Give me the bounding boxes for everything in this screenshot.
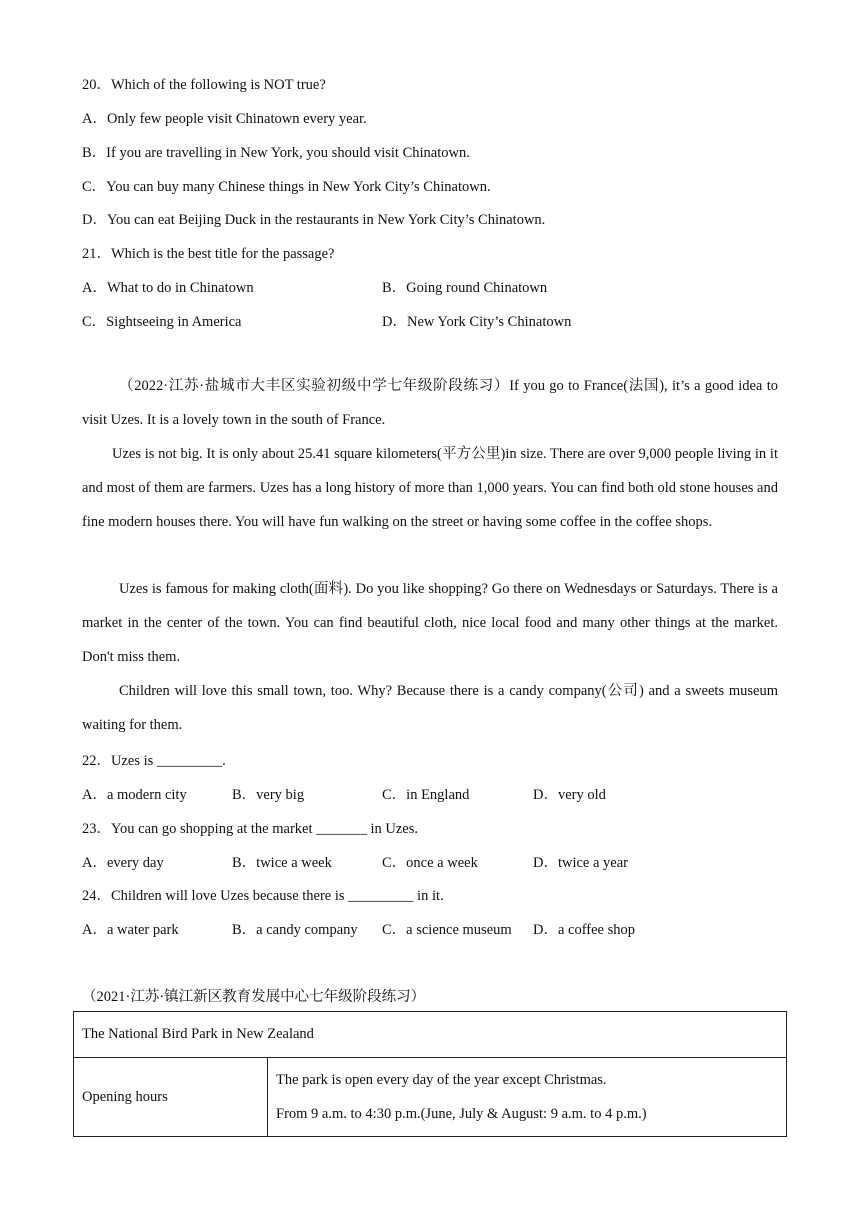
bird-park-table — [73, 1011, 787, 1137]
question-22-option-b: B．very big — [232, 787, 305, 803]
question-21-option-d: D．New York City’s Chinatown — [382, 314, 572, 330]
question-23-option-c: C．once a week — [382, 855, 478, 871]
question-24-option-b: B．a candy company — [232, 922, 358, 938]
question-21-stem: 21．Which is the best title for the passage? — [82, 246, 335, 262]
opening-hours-label: Opening hours — [74, 1058, 268, 1137]
question-21-option-b: B．Going round Chinatown — [382, 280, 548, 296]
question-20-option-a: A．Only few people visit Chinatown every year. — [82, 111, 367, 127]
opening-hours-value — [268, 1058, 787, 1137]
question-22-option-c: C．in England — [382, 787, 470, 803]
question-23-option-b: B．twice a week — [232, 855, 332, 871]
question-23-option-d: D．twice a year — [533, 855, 629, 871]
question-20-stem: 20．Which of the following is NOT true? — [82, 77, 326, 93]
passage-3-source: （2021·江苏·镇江新区教育发展中心七年级阶段练习） — [82, 989, 426, 1005]
passage-paragraph-4: Children will love this small town, too. Why? Because there is a candy company(公司) and a sweets museum waiting for them. — [82, 683, 778, 733]
question-24-option-a: A．a water park — [82, 922, 179, 938]
question-20-option-b: B．If you are travelling in New York, you should visit Chinatown. — [82, 145, 470, 161]
question-23-stem: 23．You can go shopping at the market _______ in Uzes. — [82, 821, 419, 837]
question-23-option-a: A．every day — [82, 855, 164, 871]
question-20-option-c: C．You can buy many Chinese things in New York City’s Chinatown. — [82, 179, 491, 195]
question-20-option-d: D．You can eat Beijing Duck in the restaurants in New York City’s Chinatown. — [82, 212, 546, 228]
passage-paragraph-1: （2022·江苏·盐城市大丰区实验初级中学七年级阶段练习）If you go to France(法国), it’s a good idea to visit Uzes. It is a lovely town in the south of France. — [82, 378, 778, 428]
question-22-stem: 22．Uzes is _________. — [82, 753, 226, 769]
question-21-option-c: C．Sightseeing in America — [82, 314, 242, 330]
passage-paragraph-2: Uzes is not big. It is only about 25.41 square kilometers(平方公里)in size. There are over 9,000 people living in it and most of them are farmers. Uzes has a long history of more than 1,000 years. You can find both old stone houses and fine modern houses there. You will have fun walking on the street or having some coffee in the coffee shops. — [82, 446, 778, 530]
question-24-option-c: C．a science museum — [382, 922, 512, 938]
passage-paragraph-3: Uzes is famous for making cloth(面料). Do you like shopping? Go there on Wednesdays or Saturdays. There is a market in the center of the town. You can find beautiful cloth, nice local food and many other things at the market. Don't miss them. — [82, 581, 778, 665]
question-24-option-d: D．a coffee shop — [533, 922, 636, 938]
question-22-option-d: D．very old — [533, 787, 606, 803]
table-row — [74, 1012, 787, 1058]
question-22-option-a: A．a modern city — [82, 787, 187, 803]
opening-hours-line-1: The park is open every day of the year except Christmas. — [276, 1072, 607, 1088]
table-row — [74, 1058, 787, 1137]
opening-hours-line-2: From 9 a.m. to 4:30 p.m.(June, July & August: 9 a.m. to 4 p.m.) — [276, 1106, 647, 1122]
question-24-stem: 24．Children will love Uzes because there is _________ in it. — [82, 888, 444, 904]
question-21-option-a: A．What to do in Chinatown — [82, 280, 254, 296]
table-title-cell: The National Bird Park in New Zealand — [74, 1012, 787, 1058]
